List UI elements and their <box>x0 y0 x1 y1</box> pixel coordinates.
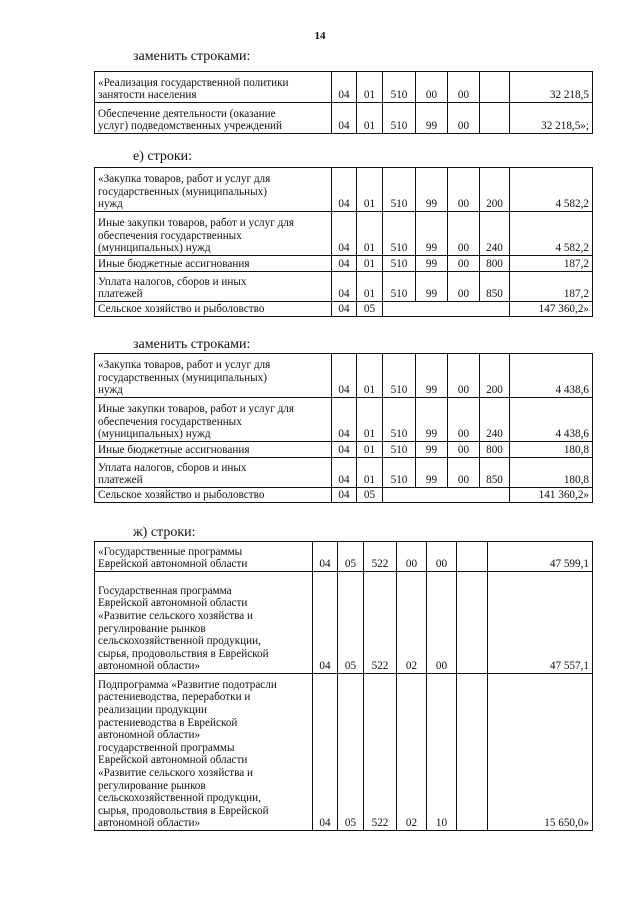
section-label: е) строки: <box>133 149 193 164</box>
table-row <box>95 212 593 256</box>
table-row <box>95 72 593 103</box>
table-row <box>95 256 593 272</box>
target-article-code-2: 99 <box>416 272 448 302</box>
amount: 32 218,5»; <box>510 103 593 134</box>
section-code: 04 <box>313 572 338 674</box>
target-article-code-2: 99 <box>416 442 448 458</box>
subsection-code: 01 <box>357 103 383 134</box>
table-row <box>95 398 593 442</box>
subsection-code: 01 <box>357 398 383 442</box>
subsection-code: 01 <box>357 458 383 488</box>
target-article-code: 510 <box>383 103 416 134</box>
target-article-code-2: 00 <box>397 542 427 572</box>
expense-type-code <box>457 674 488 831</box>
row-name: «Закупка товаров, работ и услуг для государственных (муниципальных) нужд <box>95 168 332 212</box>
section-code: 04 <box>332 103 357 134</box>
row-name: Сельское хозяйство и рыболовство <box>95 488 332 503</box>
target-article-code: 510 <box>383 168 416 212</box>
row-name: Иные закупки товаров, работ и услуг для обеспечения государственных (муниципальных) нужд <box>95 398 332 442</box>
target-article-code-3: 00 <box>448 103 480 134</box>
target-article-code: 510 <box>383 72 416 103</box>
expense-type-code <box>480 72 510 103</box>
target-article-code-3: 00 <box>448 256 480 272</box>
target-article-code: 510 <box>383 458 416 488</box>
expense-type-code: 240 <box>480 398 510 442</box>
target-article-code-2: 00 <box>416 72 448 103</box>
section-code: 04 <box>332 302 357 317</box>
amount: 4 438,6 <box>510 398 593 442</box>
subsection-code: 05 <box>338 674 364 831</box>
amount: 32 218,5 <box>510 72 593 103</box>
subsection-code: 01 <box>357 72 383 103</box>
expense-type-code: 850 <box>480 272 510 302</box>
target-article-code-3: 00 <box>448 354 480 398</box>
section-code: 04 <box>332 212 357 256</box>
table-row <box>95 302 593 317</box>
section-code: 04 <box>332 442 357 458</box>
target-article-code: 510 <box>383 212 416 256</box>
section-code: 04 <box>332 398 357 442</box>
amount: 180,8 <box>510 458 593 488</box>
table-row <box>95 674 593 831</box>
target-article-code-2: 02 <box>397 572 427 674</box>
amount: 187,2 <box>510 272 593 302</box>
table-row <box>95 354 593 398</box>
row-name: Обеспечение деятельности (оказание услуг) подведомственных учреждений <box>95 103 332 134</box>
expense-type-code <box>480 103 510 134</box>
section-code: 04 <box>332 488 357 503</box>
subsection-code: 01 <box>357 354 383 398</box>
empty-code-cell <box>383 488 510 503</box>
target-article-code-2: 99 <box>416 256 448 272</box>
target-article-code-2: 02 <box>397 674 427 831</box>
subsection-code: 01 <box>357 256 383 272</box>
target-article-code-3: 00 <box>448 442 480 458</box>
amount: 47 557,1 <box>488 572 593 674</box>
amount: 4 438,6 <box>510 354 593 398</box>
amount: 4 582,2 <box>510 212 593 256</box>
row-name: «Реализация государственной политики занятости населения <box>95 72 332 103</box>
empty-code-cell <box>383 302 510 317</box>
target-article-code: 510 <box>383 354 416 398</box>
expense-type-code: 200 <box>480 168 510 212</box>
target-article-code-2: 99 <box>416 168 448 212</box>
original-table-state-programs <box>94 541 593 831</box>
replacement-table-employment <box>94 71 593 134</box>
target-article-code: 522 <box>364 572 397 674</box>
amount: 187,2 <box>510 256 593 272</box>
section-code: 04 <box>332 354 357 398</box>
section-code: 04 <box>313 674 338 831</box>
row-name: Иные закупки товаров, работ и услуг для обеспечения государственных (муниципальных) нужд <box>95 212 332 256</box>
section-code: 04 <box>332 458 357 488</box>
target-article-code-2: 99 <box>416 354 448 398</box>
subsection-code: 01 <box>357 212 383 256</box>
subsection-code: 05 <box>338 572 364 674</box>
expense-type-code: 850 <box>480 458 510 488</box>
table-row <box>95 168 593 212</box>
target-article-code-2: 99 <box>416 212 448 256</box>
section-code: 04 <box>332 256 357 272</box>
expense-type-code: 800 <box>480 442 510 458</box>
table-row <box>95 488 593 503</box>
row-name: Уплата налогов, сборов и иных платежей <box>95 272 332 302</box>
section-code: 04 <box>332 272 357 302</box>
target-article-code-2: 99 <box>416 398 448 442</box>
target-article-code-3: 00 <box>448 272 480 302</box>
subsection-code: 01 <box>357 168 383 212</box>
amount: 141 360,2» <box>510 488 593 503</box>
amount: 15 650,0» <box>488 674 593 831</box>
expense-type-code: 200 <box>480 354 510 398</box>
section-label: заменить строками: <box>133 337 251 352</box>
row-name: Иные бюджетные ассигнования <box>95 442 332 458</box>
expense-type-code: 800 <box>480 256 510 272</box>
row-name: Уплата налогов, сборов и иных платежей <box>95 458 332 488</box>
table-row <box>95 103 593 134</box>
target-article-code: 510 <box>383 272 416 302</box>
amount: 4 582,2 <box>510 168 593 212</box>
subsection-code: 01 <box>357 442 383 458</box>
expense-type-code <box>457 542 488 572</box>
replacement-table-agriculture <box>94 353 593 503</box>
target-article-code-3: 00 <box>448 72 480 103</box>
table-row <box>95 272 593 302</box>
amount: 180,8 <box>510 442 593 458</box>
target-article-code-3: 00 <box>448 168 480 212</box>
target-article-code: 522 <box>364 674 397 831</box>
subsection-code: 05 <box>357 302 383 317</box>
target-article-code-3: 10 <box>427 674 457 831</box>
target-article-code-2: 99 <box>416 103 448 134</box>
amount: 47 599,1 <box>488 542 593 572</box>
target-article-code-3: 00 <box>448 212 480 256</box>
target-article-code: 510 <box>383 398 416 442</box>
section-label: ж) строки: <box>133 525 196 540</box>
page-number: 14 <box>314 30 326 42</box>
section-code: 04 <box>332 72 357 103</box>
section-code: 04 <box>332 168 357 212</box>
target-article-code-2: 99 <box>416 458 448 488</box>
target-article-code: 510 <box>383 256 416 272</box>
subsection-code: 05 <box>338 542 364 572</box>
subsection-code: 05 <box>357 488 383 503</box>
target-article-code-3: 00 <box>448 398 480 442</box>
row-name: Подпрограмма «Развитие подотрасли растениеводства, переработки и реализации продукции растениеводства в Еврейской автономной области» государственной программы Еврейской автономной области «Развитие сельского хозяйства и регулирование рынков сельскохозяйственной продукции, сырья, продовольствия в Еврейской автономной области» <box>95 674 313 831</box>
target-article-code: 522 <box>364 542 397 572</box>
section-code: 04 <box>313 542 338 572</box>
table-row <box>95 542 593 572</box>
target-article-code-3: 00 <box>448 458 480 488</box>
amount: 147 360,2» <box>510 302 593 317</box>
table-row <box>95 442 593 458</box>
original-table-agriculture <box>94 167 593 317</box>
row-name: Сельское хозяйство и рыболовство <box>95 302 332 317</box>
expense-type-code <box>457 572 488 674</box>
table-row <box>95 572 593 674</box>
target-article-code-3: 00 <box>427 542 457 572</box>
row-name: Иные бюджетные ассигнования <box>95 256 332 272</box>
table-row <box>95 458 593 488</box>
subsection-code: 01 <box>357 272 383 302</box>
row-name: «Государственные программы Еврейской автономной области <box>95 542 313 572</box>
row-name: Государственная программа Еврейской автономной области «Развитие сельского хозяйства и регулирование рынков сельскохозяйственной продукции, сырья, продовольствия в Еврейской автономной области» <box>95 572 313 674</box>
target-article-code-3: 00 <box>427 572 457 674</box>
section-label: заменить строками: <box>133 49 251 64</box>
target-article-code: 510 <box>383 442 416 458</box>
expense-type-code: 240 <box>480 212 510 256</box>
row-name: «Закупка товаров, работ и услуг для государственных (муниципальных) нужд <box>95 354 332 398</box>
